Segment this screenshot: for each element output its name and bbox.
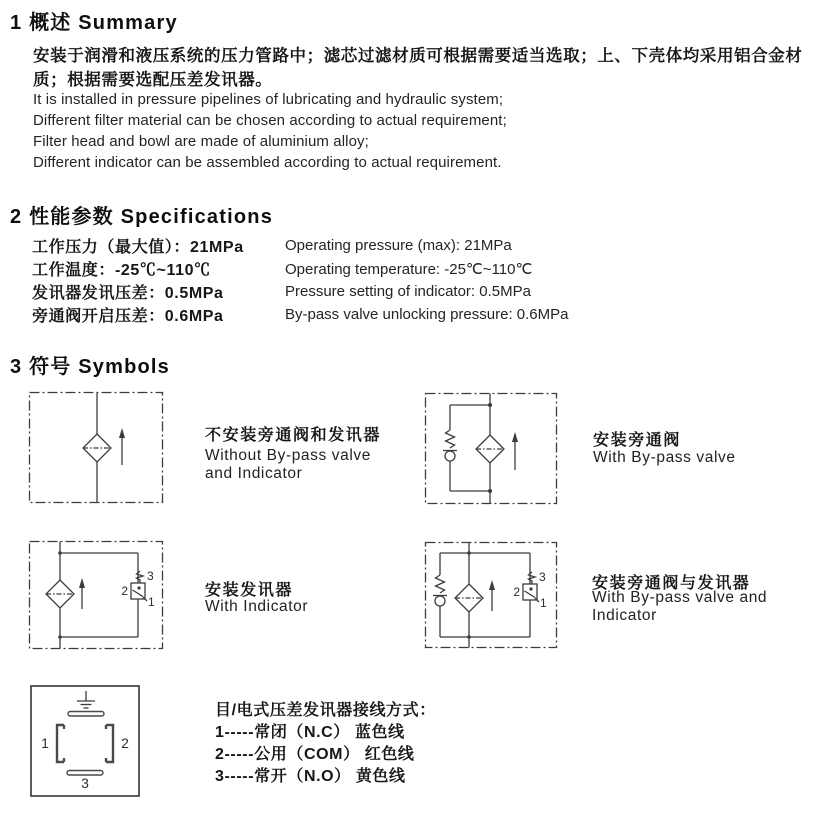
pin-1-contact — [57, 725, 64, 762]
spec-row-zh: 工作温度：-25℃~110℃ — [32, 262, 211, 279]
symbol-diagram-with-bypass — [424, 392, 558, 505]
spec-row-en: By-pass valve unlocking pressure: 0.6MPa — [285, 306, 569, 323]
symbols-heading: 3 符号 Symbols — [10, 356, 170, 378]
diagram-label-en: With By-pass valve and — [592, 589, 768, 606]
spec-row-zh: 发讯器发讯压差：0.5MPa — [32, 285, 224, 302]
diagram-label-zh: 安装旁通阀 — [593, 432, 682, 449]
summary-en-line1: It is installed in pressure pipelines of lubricating and hydraulic system; — [33, 91, 504, 108]
connector-wiring-diagram — [30, 685, 140, 797]
spec-row-zh: 旁通阀开启压差：0.6MPa — [32, 308, 224, 325]
pin-2-contact — [106, 725, 113, 762]
wiring-title: 目/电式压差发讯器接线方式： — [215, 702, 436, 719]
pin-1-label: 1 — [41, 735, 49, 751]
flow-arrow — [512, 432, 518, 470]
ground-pin — [68, 712, 104, 717]
flow-arrow — [489, 580, 495, 611]
summary-en-line3: Filter head and bowl are made of aluminium alloy; — [33, 133, 369, 150]
symbol-diagram-with-indicator — [28, 540, 164, 650]
spec-row-zh: 工作压力（最大值）：21MPa — [32, 239, 244, 256]
terminal-no-label: 3 — [539, 570, 546, 584]
terminal-com-label: 2 — [121, 584, 128, 598]
symbol-diagram-no-bypass-no-indicator — [28, 391, 164, 504]
wiring-line-no: 3-----常开（N.O） 黄色线 — [215, 768, 406, 785]
ground-icon — [77, 691, 95, 708]
terminal-nc-label: 1 — [148, 595, 155, 609]
specifications-heading: 2 性能参数 Specifications — [10, 206, 274, 228]
diagram-label-zh: 安装发讯器 — [205, 582, 294, 599]
diagram-label-en: Without By-pass valve — [205, 447, 371, 464]
spec-row-en: Pressure setting of indicator: 0.5MPa — [285, 283, 531, 300]
wiring-line-nc: 1-----常闭（N.C） 蓝色线 — [215, 724, 405, 741]
summary-heading: 1 概述 Summary — [10, 12, 178, 34]
terminal-no-label: 3 — [147, 569, 154, 583]
summary-zh-line2: 质；根据需要选配压差发讯器。 — [33, 71, 273, 89]
spec-row-en: Operating temperature: -25℃~110℃ — [285, 261, 533, 278]
diagram-label-en: and Indicator — [205, 465, 303, 482]
spec-row-en: Operating pressure (max): 21MPa — [285, 237, 512, 254]
wiring-line-com: 2-----公用（COM） 红色线 — [215, 746, 415, 763]
flow-arrow — [119, 428, 125, 465]
diagram-label-en: Indicator — [592, 607, 657, 624]
diagram-label-zh: 不安装旁通阀和发讯器 — [205, 427, 382, 444]
wiring-instructions — [215, 700, 436, 788]
pin-3-label: 3 — [81, 775, 89, 791]
diagram-label-en: With Indicator — [205, 598, 309, 615]
symbol-diagram-with-bypass-and-indicator — [424, 541, 558, 649]
terminal-nc-label: 1 — [540, 596, 547, 610]
summary-en-line2: Different filter material can be chosen according to actual requirement; — [33, 112, 507, 129]
diagram-label-en: With By-pass valve — [593, 449, 736, 466]
summary-zh-line1: 安装于润滑和液压系统的压力管路中；滤芯过滤材质可根据需要适当选取；上、下壳体均采用铝合金材 — [33, 47, 803, 65]
pin-2-label: 2 — [121, 735, 129, 751]
summary-en-line4: Different indicator can be assembled according to actual requirement. — [33, 154, 502, 171]
terminal-com-label: 2 — [513, 585, 520, 599]
diagram-label-zh: 安装旁通阀与发讯器 — [592, 575, 751, 592]
flow-arrow — [79, 578, 85, 609]
